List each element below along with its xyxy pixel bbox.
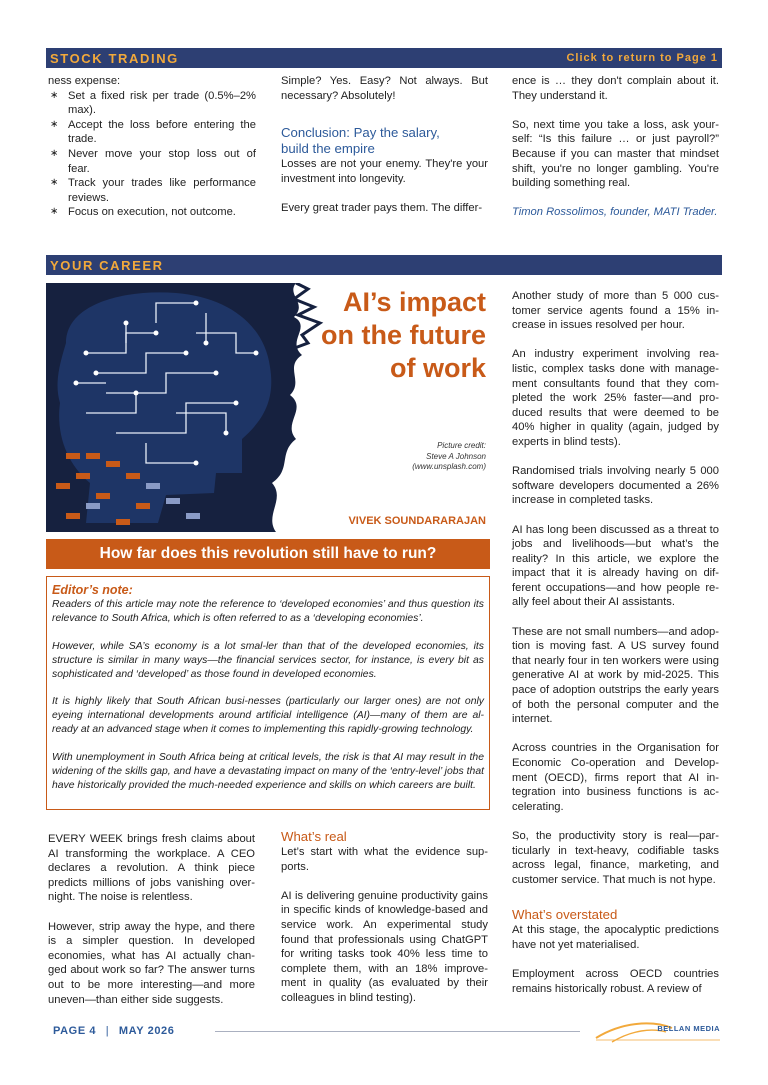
article-col-3 <box>512 289 719 996</box>
heading-line: Conclusion: Pay the salary, <box>281 125 440 141</box>
stock-col-2 <box>281 74 488 216</box>
section-title: YOUR CAREER <box>50 257 164 273</box>
paragraph: Employment across OECD countries remains historically robust. A review of <box>512 968 719 995</box>
footer-divider <box>215 1031 580 1032</box>
article-col-2 <box>281 829 488 1006</box>
paragraph: An industry experiment involving rea-listic, complex tasks done with manage-ment consultants found that they com-pleted the work 25% faster—and pro-duced results that were deemed to be 40% higher in quality (again, judged by experts in blind tests). <box>512 348 719 448</box>
paragraph: With unemployment in South Africa being at critical levels, the risk is that AI may result in the widening of the skills gap, and have a devastating impact on many of the ‘entry-level’ jobs that have historically provided the much-needed experience and skills on which careers are built. <box>52 751 484 791</box>
conclusion-heading <box>281 125 488 157</box>
paragraph: Simple? Yes. Easy? Not always. But necessary? Absolutely! <box>281 75 488 102</box>
list-item: ∗ Focus on execution, not outcome. <box>48 205 256 220</box>
whats-overstated-heading: What’s overstated <box>512 907 618 923</box>
credit-line: Steve A Johnson <box>426 451 486 461</box>
paragraph: ence is … they don't complain about it. They understand it. <box>512 75 719 102</box>
list-item: ∗ Never move your stop loss out of fear. <box>48 147 256 176</box>
paragraph: Across countries in the Organisation for Economic Co-operation and Develop-ment (OECD), firms report that AI in-tegration into business functions is ac-celerating. <box>512 742 719 813</box>
credit-line: Picture credit: <box>437 441 486 450</box>
hero-image <box>46 283 490 532</box>
paragraph: However, strip away the hype, and there is a simpler question. In developed economies, what has AI actually chan-ged about work so far? The answer turns out to be more interesting—and more uneven—than either side suggests. <box>48 920 255 1006</box>
issue-date: MAY 2026 <box>118 1025 175 1037</box>
editors-note-box <box>46 576 490 810</box>
paragraph: These are not small numbers—and adop-tion is moving fast. A US survey found that nearly four in ten workers were using generative AI at work by mid-2025. This pace of adoption outstrips the early years of both the personal computer and the internet. <box>512 625 719 726</box>
editors-note-heading: Editor’s note: <box>52 583 133 597</box>
credit-line: (www.unsplash.com) <box>412 462 486 471</box>
list-item: ∗ Track your trades like performance reviews. <box>48 176 256 205</box>
stock-col-1 <box>48 74 256 220</box>
paragraph: It is highly likely that South African busi-nesses (particularly our larger ones) are not only eyeing international developments around artificial intelligence (AI)—many of them are al-ready at an advanced stage when it comes to implementing this rapidly-growing technology. <box>52 696 484 736</box>
page-footer <box>50 1018 722 1048</box>
whats-real-heading: What’s real <box>281 829 347 844</box>
paragraph: However, while SA’s economy is a lot smal-ler than that of the developed economies, its structure is similar in many ways—the financial services sector, for instance, is every bit as sophisticated and ‘developed’ as those found in developed economies. <box>52 640 484 680</box>
title-line: of work <box>389 353 486 383</box>
paragraph: Readers of this article may note the reference to ‘developed economies’ and thus question its relevance to South Africa, which is often referred to as a ‘developing economies’. <box>52 599 484 624</box>
article-author: VIVEK SOUNDARARAJAN <box>348 515 486 527</box>
paragraph: So, the productivity story is real—par-ticularly in text-heavy, codifiable tasks across legal, finance, marketing, and customer service. That much is not hype. <box>512 829 719 886</box>
title-line: on the future <box>321 320 486 350</box>
paragraph: AI is delivering genuine productivity gains in specific kinds of knowledge-based and service work. An experimental study found that professionals using ChatGPT for writing tasks took 40% less time to complete them, with an 18% improve-ment in quality (as evaluated by their colleagues in blind testing). <box>281 889 488 1004</box>
author-signature: Timon Rossolimos, founder, MATI Trader. <box>512 206 718 219</box>
page-number: PAGE 4 <box>53 1025 97 1037</box>
page-info <box>53 1025 174 1037</box>
title-line: AI’s impact <box>342 287 486 317</box>
section-header-stock-trading <box>46 48 722 68</box>
article-col-1 <box>48 832 255 1007</box>
paragraph: At this stage, the apocalyptic predictions have not yet materialised. <box>512 924 719 951</box>
picture-credit <box>412 441 486 473</box>
bellan-media-logo <box>592 1018 722 1046</box>
paragraph: Losses are not your enemy. They're your investment into longevity. <box>281 158 488 185</box>
paragraph: EVERY WEEK brings fresh claims about AI transforming the workplace. A CEO declares a revolution. A think piece predicts millions of jobs vanishing over-night. The noise is relentless. <box>48 833 255 904</box>
subtitle-banner: How far does this revolution still have to run? <box>46 539 490 569</box>
return-to-page-1-link[interactable]: Click to return to Page 1 <box>566 52 718 64</box>
paragraph: Randomised trials involving nearly 5 000 software developers documented a 26% increase in completed tasks. <box>512 465 719 507</box>
section-header-your-career <box>46 255 722 275</box>
paragraph: Let’s start with what the evidence sup-ports. <box>281 846 488 873</box>
heading-line: build the empire <box>281 141 375 157</box>
list-item: ∗ Accept the loss before entering the trade. <box>48 118 256 147</box>
risk-rules-list <box>48 89 256 220</box>
section-title: STOCK TRADING <box>50 50 179 66</box>
stock-col-3 <box>512 74 719 220</box>
logo-text: BELLAN MEDIA <box>657 1024 720 1033</box>
paragraph: So, next time you take a loss, ask your-self: “Is this failure … or just payroll?” Because if you can master that mindset shift, you're no longer gambling. You're building something real. <box>512 118 719 190</box>
paragraph: AI has long been discussed as a threat to jobs and livelihoods—but what’s the reality? In this article, we explore the impact that it is already having on dif-ferent occupations—and how people re-ally feel about their AI assistants. <box>512 523 719 609</box>
separator: | <box>105 1025 110 1037</box>
col-intro: ness expense: <box>48 75 121 87</box>
paragraph: Every great trader pays them. The differ- <box>281 201 483 214</box>
article-title <box>321 286 486 385</box>
paragraph: Another study of more than 5 000 cus-tomer service agents found a 15% in-crease in issues resolved per hour. <box>512 290 719 332</box>
list-item: ∗ Set a fixed risk per trade (0.5%–2% max). <box>48 89 256 118</box>
